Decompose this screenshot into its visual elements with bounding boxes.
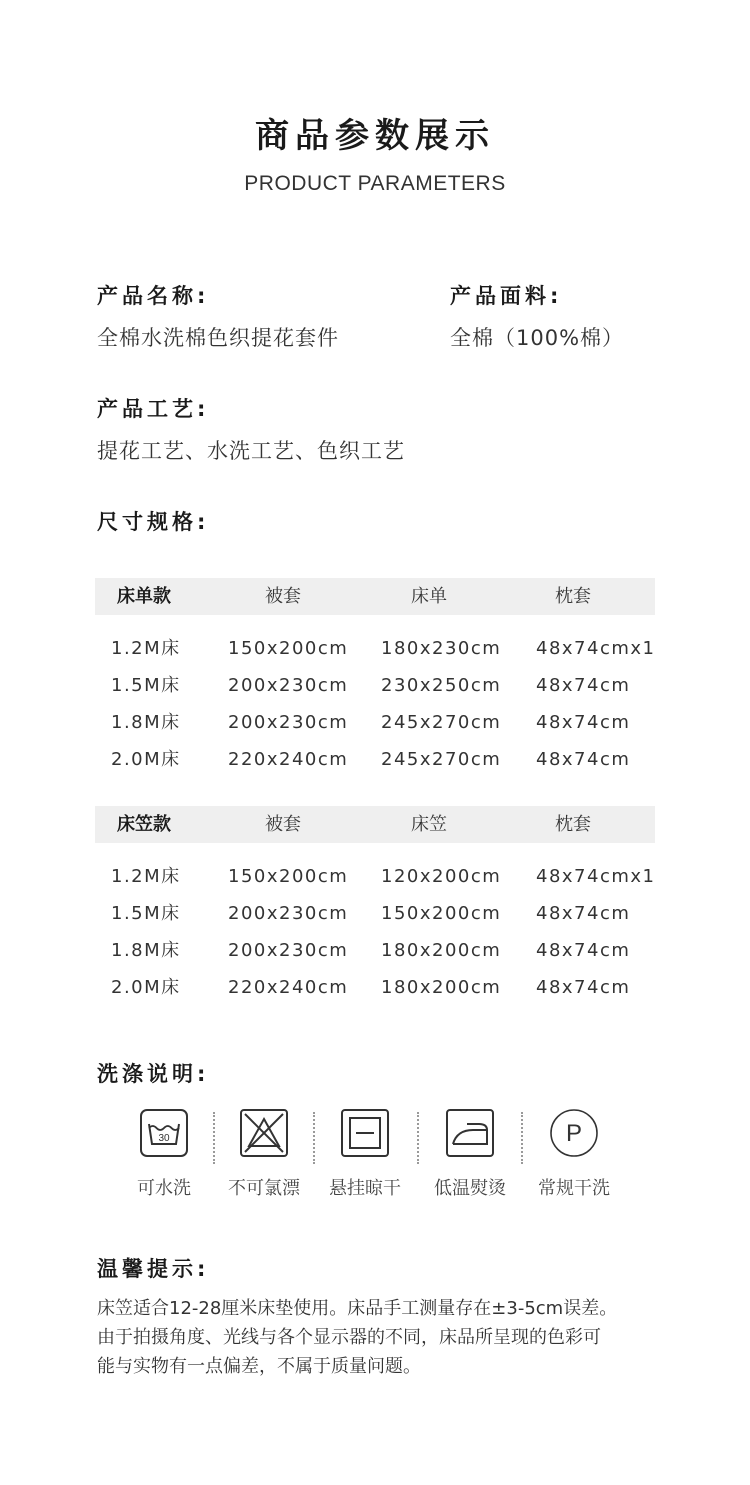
care-item-label: 低温熨烫 xyxy=(434,1178,506,1199)
table-cell: 1.2M床 xyxy=(111,638,181,659)
table-row xyxy=(95,704,655,741)
dry-clean-p-icon xyxy=(549,1108,599,1158)
table-row xyxy=(95,741,655,778)
page-title: 商品参数展示 xyxy=(255,116,495,156)
table-header-cell: 床笠 xyxy=(411,814,447,835)
table-cell: 180x200cm xyxy=(381,940,502,961)
table-cell: 200x230cm xyxy=(228,675,349,696)
table-cell: 1.8M床 xyxy=(111,712,181,733)
tips-text xyxy=(97,1294,697,1381)
table-cell: 200x230cm xyxy=(228,940,349,961)
table-header xyxy=(95,578,655,615)
size-table-flat-sheet xyxy=(95,578,655,778)
product-name-label: 产品名称: xyxy=(97,284,210,308)
table-cell: 2.0M床 xyxy=(111,749,181,770)
table-cell: 245x270cm xyxy=(381,749,502,770)
dry-clean-letter: P xyxy=(565,1120,583,1147)
table-cell: 1.2M床 xyxy=(111,866,181,887)
table-cell: 150x200cm xyxy=(228,866,349,887)
page-subtitle: PRODUCT PARAMETERS xyxy=(244,172,506,195)
tips-line: 床笠适合12-28厘米床垫使用。床品手工测量存在±3-5cm误差。 xyxy=(97,1298,618,1319)
table-cell: 48x74cmx1 xyxy=(536,638,656,659)
table-cell: 220x240cm xyxy=(228,749,349,770)
no-bleach-icon xyxy=(239,1108,289,1158)
table-cell: 1.5M床 xyxy=(111,903,181,924)
table-cell: 180x200cm xyxy=(381,977,502,998)
table-cell: 48x74cm xyxy=(536,977,631,998)
table-row xyxy=(95,895,655,932)
product-craft-value: 提花工艺、水洗工艺、色织工艺 xyxy=(97,439,405,463)
table-row xyxy=(95,630,655,667)
wash-temp-text: 30 xyxy=(158,1133,170,1144)
care-item-label: 不可氯漂 xyxy=(228,1178,300,1199)
table-row xyxy=(95,969,655,1006)
size-spec-label: 尺寸规格: xyxy=(97,510,210,534)
table-header xyxy=(95,806,655,843)
care-item-dry-clean xyxy=(522,1108,626,1200)
product-fabric-label: 产品面料: xyxy=(450,284,563,308)
table-header-cell: 床单 xyxy=(411,586,447,607)
tips-line: 由于拍摄角度、光线与各个显示器的不同，床品所呈现的色彩可 xyxy=(97,1327,601,1348)
hang-dry-icon xyxy=(340,1108,390,1158)
table-cell: 48x74cmx1 xyxy=(536,866,656,887)
tips-line: 能与实物有一点偏差，不属于质量问题。 xyxy=(97,1356,421,1377)
care-item-wash xyxy=(112,1108,216,1200)
table-header-cell: 被套 xyxy=(265,586,301,607)
product-name-value: 全棉水洗棉色织提花套件 xyxy=(97,326,339,350)
table-cell: 2.0M床 xyxy=(111,977,181,998)
product-craft-label: 产品工艺: xyxy=(97,397,210,421)
care-item-label: 可水洗 xyxy=(137,1178,191,1199)
table-header-cell: 被套 xyxy=(265,814,301,835)
care-item-no-bleach xyxy=(212,1108,316,1200)
table-row xyxy=(95,932,655,969)
table-cell: 120x200cm xyxy=(381,866,502,887)
table-cell: 48x74cm xyxy=(536,675,631,696)
table-header-cell: 枕套 xyxy=(555,586,591,607)
table-row xyxy=(95,858,655,895)
table-cell: 48x74cm xyxy=(536,749,631,770)
table-cell: 1.8M床 xyxy=(111,940,181,961)
table-cell: 48x74cm xyxy=(536,940,631,961)
table-header-cell: 枕套 xyxy=(555,814,591,835)
wash-30-icon xyxy=(139,1108,189,1158)
table-row xyxy=(95,667,655,704)
low-iron-icon xyxy=(445,1108,495,1158)
size-table-fitted-sheet xyxy=(95,806,655,1006)
care-item-label: 常规干洗 xyxy=(538,1178,610,1199)
table-cell: 150x200cm xyxy=(381,903,502,924)
table-cell: 48x74cm xyxy=(536,712,631,733)
table-header-cell: 床单款 xyxy=(117,586,171,607)
table-cell: 220x240cm xyxy=(228,977,349,998)
care-item-label: 悬挂晾干 xyxy=(329,1178,401,1199)
care-item-low-iron xyxy=(418,1108,522,1200)
table-cell: 245x270cm xyxy=(381,712,502,733)
table-cell: 180x230cm xyxy=(381,638,502,659)
table-cell: 1.5M床 xyxy=(111,675,181,696)
care-label: 洗涤说明: xyxy=(97,1062,210,1086)
table-cell: 48x74cm xyxy=(536,903,631,924)
care-item-hang-dry xyxy=(313,1108,417,1200)
table-cell: 200x230cm xyxy=(228,712,349,733)
tips-label: 温馨提示: xyxy=(97,1257,210,1281)
product-fabric-value: 全棉（100%棉） xyxy=(450,326,625,350)
table-header-cell: 床笠款 xyxy=(117,814,171,835)
table-cell: 230x250cm xyxy=(381,675,502,696)
table-cell: 200x230cm xyxy=(228,903,349,924)
table-cell: 150x200cm xyxy=(228,638,349,659)
